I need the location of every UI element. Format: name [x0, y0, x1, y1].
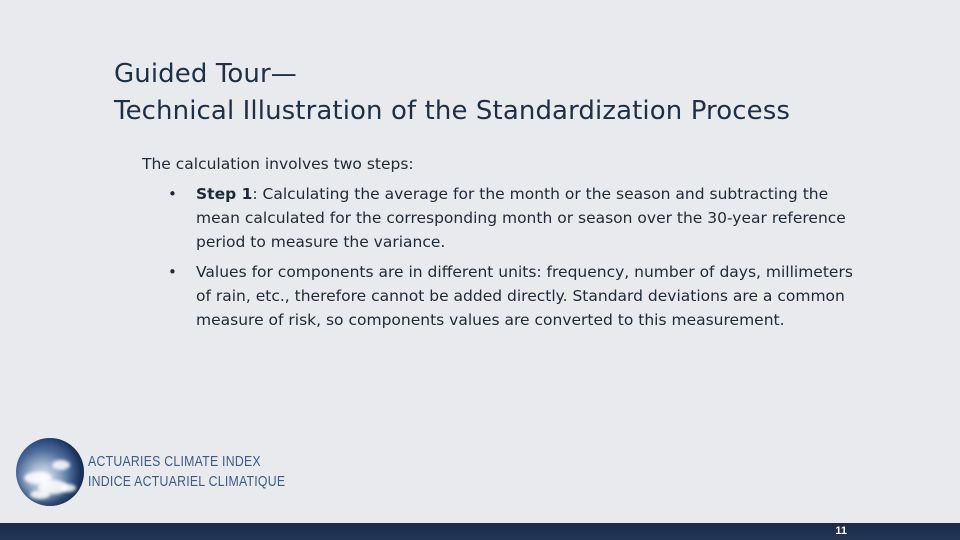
intro-text: The calculation involves two steps: [142, 155, 414, 173]
bullet-text [196, 263, 853, 329]
slide-body [142, 152, 862, 338]
bullet-body: : Calculating the average for the month or the season and subtracting the mean calculated for the corresponding month or season over the 30-year reference period to measure the variance. [196, 185, 846, 251]
bullet-list [142, 182, 862, 332]
bullet-icon: • [168, 263, 177, 281]
globe-icon [16, 438, 84, 506]
logo-line-2: INDICE ACTUARIEL CLIMATIQUE [88, 473, 286, 490]
bullet-text [196, 185, 846, 251]
logo-line-1: ACTUARIES CLIMATE INDEX [88, 453, 261, 470]
bullet-icon: • [168, 185, 177, 203]
footer-bar [0, 523, 960, 540]
bullet-item [142, 260, 862, 332]
page-number: 11 [835, 525, 847, 537]
bullet-body: Values for components are in different units: frequency, number of days, millimeters of rain, etc., therefore cannot be added directly. Standard deviations are a common measure of risk, so components values are converted to this measurement. [196, 263, 853, 329]
logo [16, 434, 286, 508]
slide-title-line-1: Guided Tour— [114, 59, 297, 89]
bullet-bold-label: Step 1 [196, 185, 253, 203]
bullet-item [142, 182, 862, 254]
slide-title [114, 56, 894, 130]
slide-title-line-2: Technical Illustration of the Standardization Process [114, 96, 791, 126]
logo-text [88, 452, 285, 492]
